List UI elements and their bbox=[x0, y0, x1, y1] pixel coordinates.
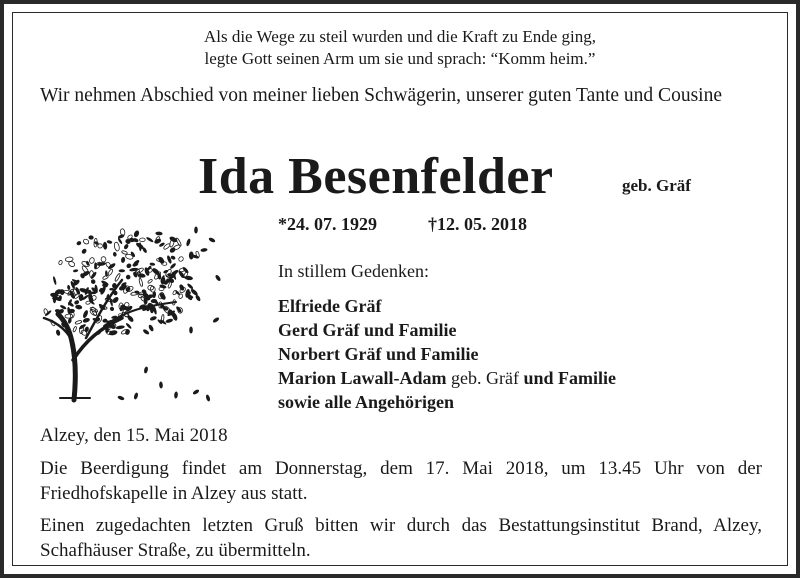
mourner-list bbox=[278, 294, 616, 414]
leaf bbox=[148, 324, 155, 332]
leaf bbox=[186, 238, 192, 246]
leaf bbox=[85, 301, 90, 305]
leaf bbox=[98, 244, 103, 248]
leaf bbox=[214, 274, 221, 282]
greeting-notice: Einen zugedachten letzten Gruß bitten wir durch das Bestattungsinstitut Brand, Alzey, Schafhäuser Straße, zu übermitteln. bbox=[40, 515, 762, 561]
leaf bbox=[194, 226, 198, 233]
leaf bbox=[81, 248, 88, 255]
leaf bbox=[133, 392, 138, 400]
leaf bbox=[159, 381, 163, 388]
leaf bbox=[82, 309, 89, 318]
birth-date: *24. 07. 1929 bbox=[278, 214, 377, 234]
verse-line-2: legte Gott seinen Arm um sie und sprach: “Komm heim.” bbox=[204, 49, 596, 68]
mourner-item: sowie alle Angehörigen bbox=[278, 392, 454, 412]
leaf bbox=[140, 238, 146, 242]
leaf bbox=[113, 252, 117, 257]
leaf bbox=[75, 304, 83, 310]
leaf bbox=[109, 306, 115, 312]
deceased-name: Ida Besenfelder bbox=[198, 148, 554, 205]
leaf bbox=[107, 269, 113, 276]
leaf bbox=[67, 285, 71, 290]
leaf bbox=[58, 260, 63, 265]
leaf bbox=[212, 317, 220, 324]
leaf bbox=[186, 283, 193, 290]
leaf bbox=[67, 307, 71, 315]
leaf bbox=[73, 269, 79, 273]
leaf bbox=[55, 329, 60, 336]
leaf bbox=[121, 257, 126, 264]
mourner-item: Elfriede Gräf bbox=[278, 296, 382, 316]
leaf bbox=[126, 263, 133, 269]
leaf bbox=[142, 328, 150, 335]
mourner-item: Marion Lawall-Adam geb. Gräf und Familie bbox=[278, 368, 616, 388]
leaf bbox=[103, 242, 108, 250]
leaf bbox=[43, 308, 48, 315]
leaf bbox=[106, 240, 112, 244]
leaf bbox=[114, 242, 121, 252]
leaf bbox=[200, 248, 207, 253]
leaf bbox=[83, 238, 90, 245]
leaf bbox=[73, 326, 77, 332]
leaf bbox=[82, 317, 90, 323]
leaf bbox=[119, 269, 125, 272]
mourner-item: Norbert Gräf und Familie bbox=[278, 344, 479, 364]
leaf bbox=[195, 294, 202, 302]
verse-line-1: Als die Wege zu steil wurden und die Kraft zu Ende ging, bbox=[203, 27, 597, 46]
leaf bbox=[149, 315, 157, 321]
leaf bbox=[143, 366, 148, 374]
leaf bbox=[174, 391, 178, 398]
leaf bbox=[208, 237, 216, 243]
leaf bbox=[123, 243, 129, 250]
leaf bbox=[65, 257, 73, 262]
place-date: Alzey, den 15. Mai 2018 bbox=[40, 425, 228, 446]
memory-text: In stillem Gedenken: bbox=[278, 261, 429, 281]
maiden-name: geb. Gräf bbox=[622, 176, 691, 195]
leaf bbox=[205, 394, 211, 402]
leaf bbox=[115, 325, 125, 330]
funeral-notice: Die Beerdigung findet am Donnerstag, dem 17. Mai 2018, um 13.45 Uhr von der Friedhofskapelle in Alzey aus statt. bbox=[40, 458, 762, 504]
leaf bbox=[121, 250, 127, 255]
mourner-item: Gerd Gräf und Familie bbox=[278, 320, 457, 340]
leaf bbox=[149, 262, 155, 266]
leaf bbox=[139, 278, 144, 287]
leaf bbox=[125, 322, 132, 329]
leaf bbox=[189, 327, 193, 334]
leaf bbox=[159, 287, 164, 291]
leaf bbox=[59, 304, 66, 310]
leaf bbox=[146, 236, 154, 243]
leaf bbox=[89, 257, 95, 264]
leaf bbox=[126, 314, 134, 322]
leaf bbox=[154, 238, 162, 245]
leaf bbox=[52, 276, 57, 285]
intro-text: Wir nehmen Abschied von meiner lieben Schwägerin, unserer guten Tante und Cousine bbox=[40, 85, 722, 106]
leaf bbox=[75, 320, 82, 325]
leaf bbox=[114, 273, 121, 282]
leaf bbox=[102, 275, 108, 280]
leaf bbox=[165, 318, 173, 324]
leaf bbox=[76, 240, 82, 246]
leaf bbox=[189, 251, 194, 259]
leaf bbox=[175, 306, 182, 314]
windblown-tree-icon bbox=[26, 210, 226, 410]
leaf bbox=[172, 244, 180, 251]
leaf bbox=[192, 389, 200, 396]
leaf bbox=[125, 274, 132, 281]
leaf bbox=[184, 275, 193, 280]
leaf bbox=[144, 297, 148, 305]
leaf bbox=[90, 278, 96, 284]
leaf bbox=[147, 279, 152, 284]
death-date: †12. 05. 2018 bbox=[428, 214, 527, 234]
leaf bbox=[155, 231, 162, 235]
leaf bbox=[133, 230, 140, 238]
leaf bbox=[101, 256, 107, 262]
leaf bbox=[74, 299, 80, 305]
leaf bbox=[88, 235, 93, 240]
leaf bbox=[117, 395, 125, 401]
leaf bbox=[178, 256, 184, 262]
